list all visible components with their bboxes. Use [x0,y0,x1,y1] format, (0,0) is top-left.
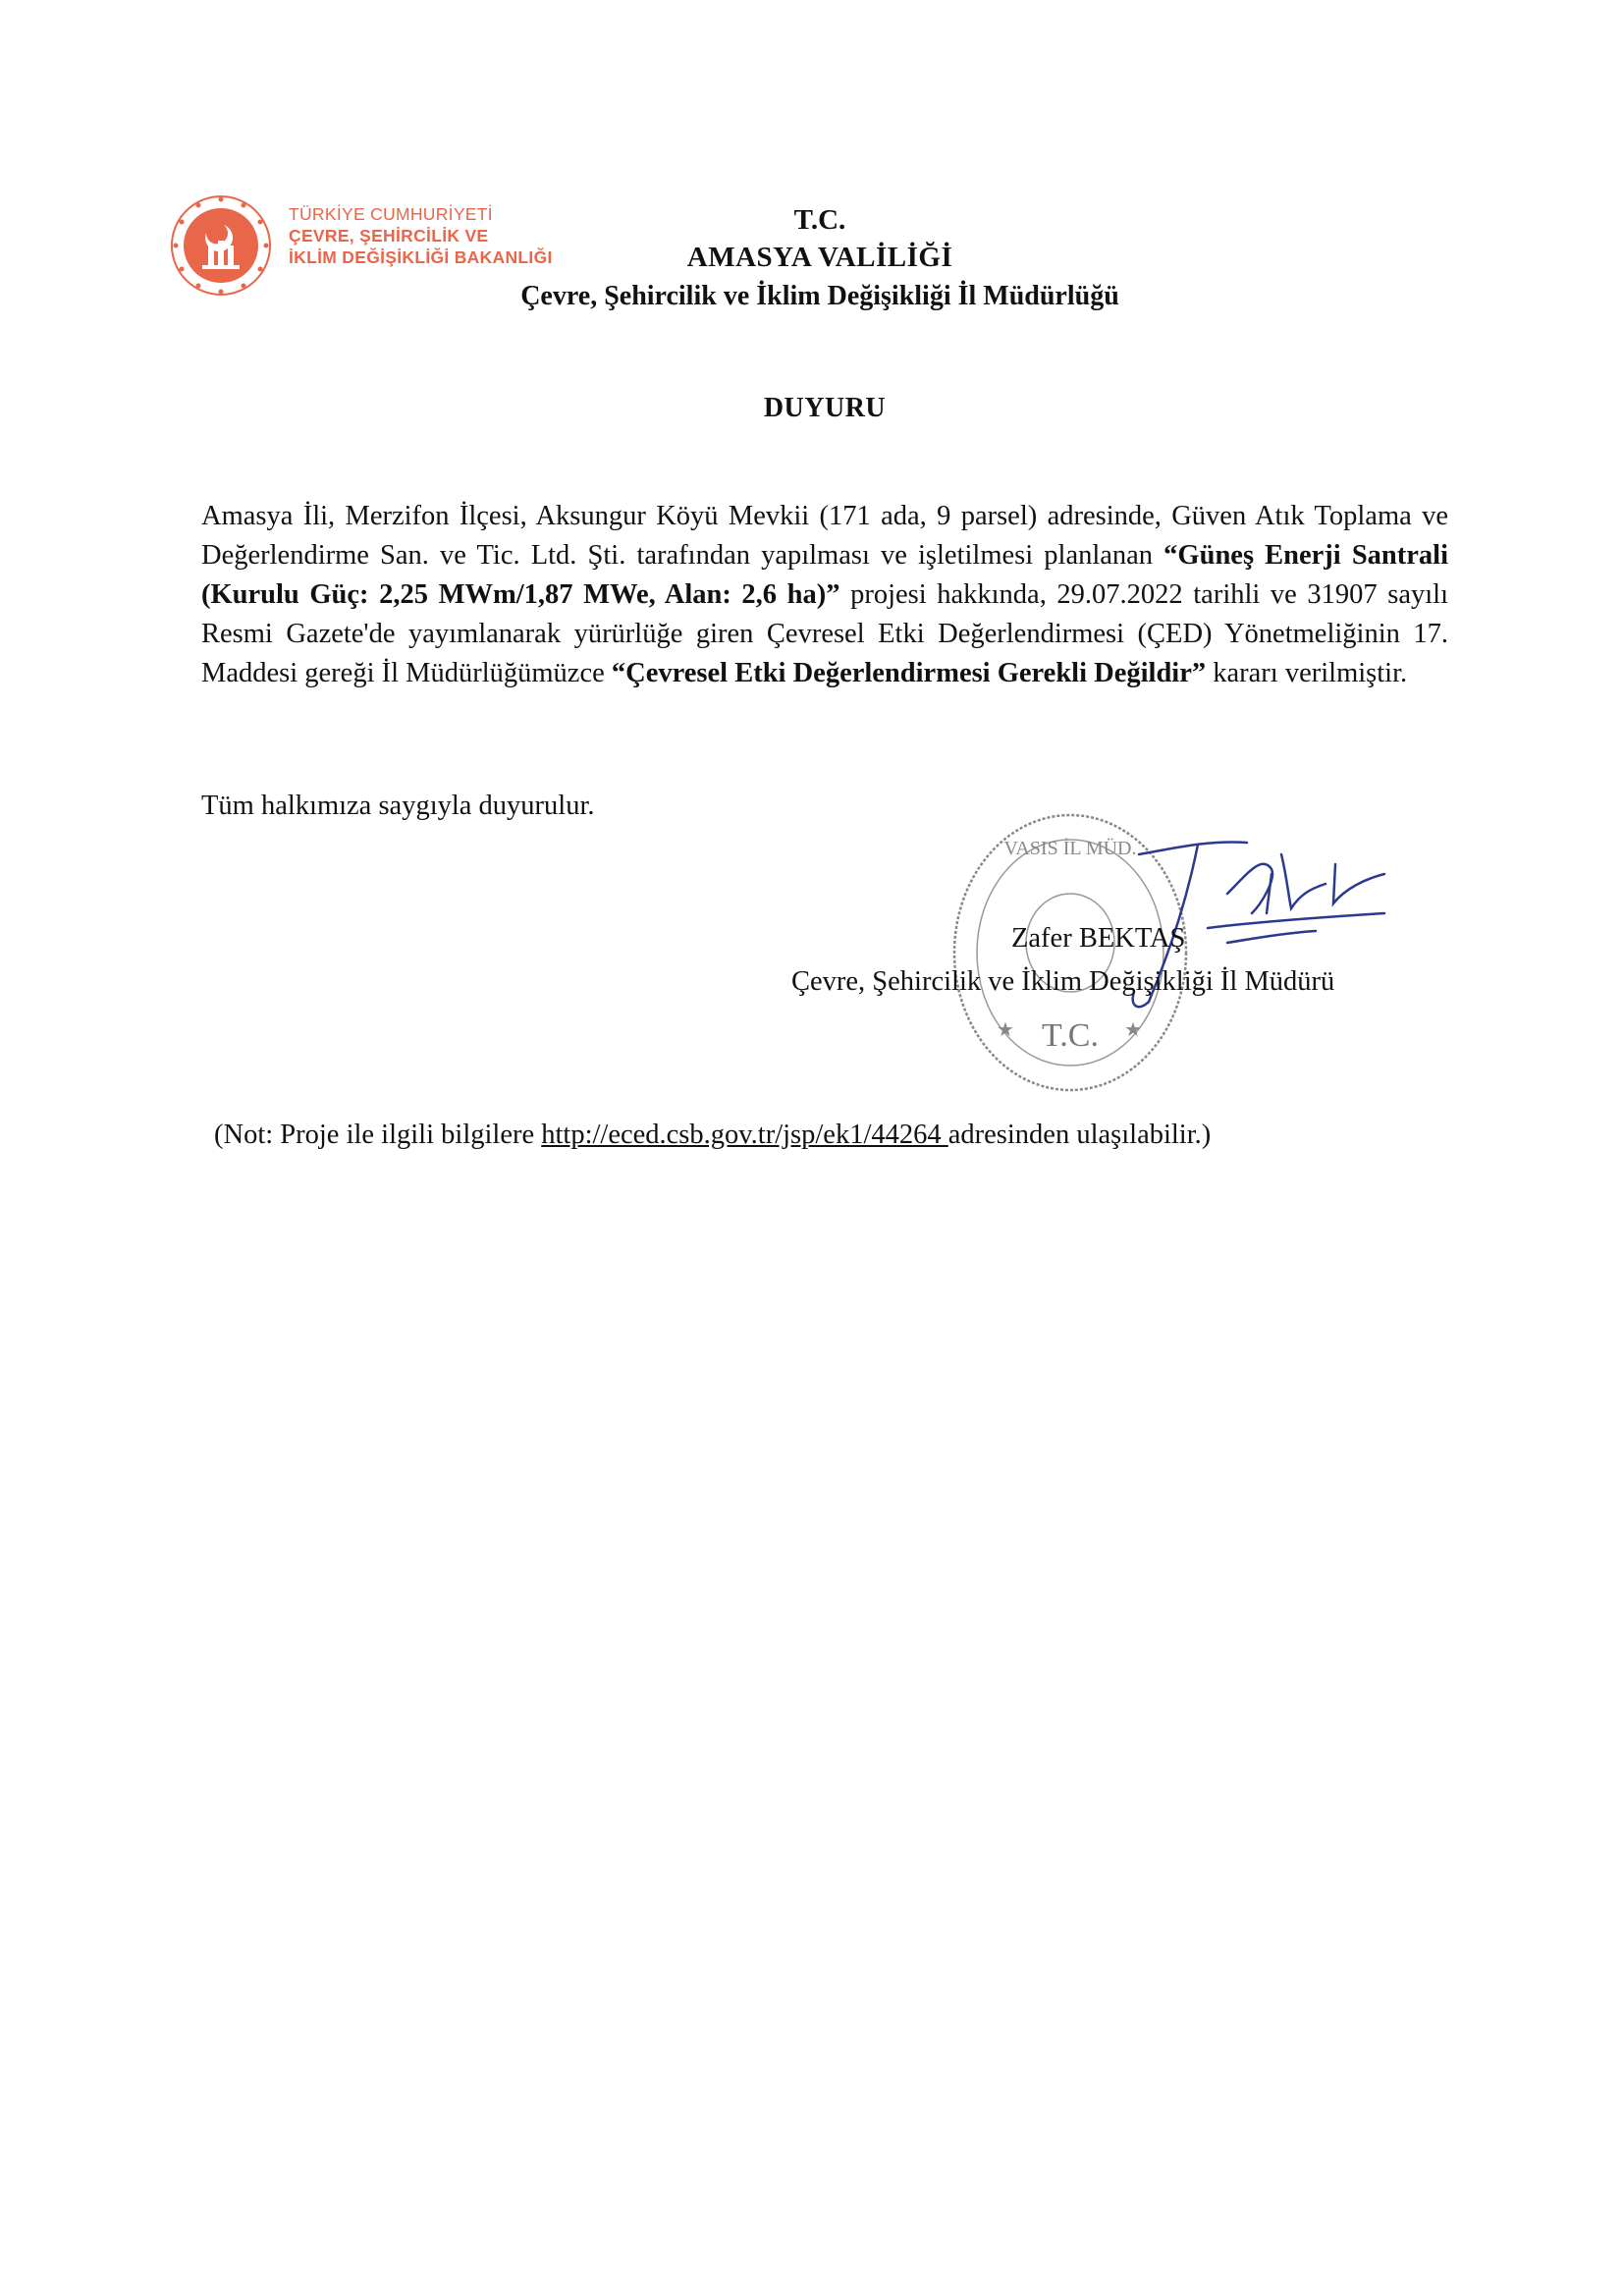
project-name: “Güneş Enerji Santrali (Kurulu Güç: 2,25 MWm/1,87 MWe, Alan: 2,6 ha)” [201,540,1448,610]
closing-text: Tüm halkımıza saygıyla duyurulur. [201,791,595,821]
ministry-emblem-icon [167,191,275,300]
header-tc: T.C. [793,204,846,236]
logo-line-1: TÜRKİYE CUMHURİYETİ [289,204,493,224]
body-part-1: Amasya İli, Merzifon İlçesi, Aksungur Köyü Mevkii (171 ada, 9 parsel) adresinde, Güven Atık Toplama ve Değerlendirme San. ve Tic. Ltd. Şti. tarafından yapılması ve işletilmesi planlanan [201,501,1448,571]
decision-text: “Çevresel Etki Değerlendirmesi Gerekli Değildir” [611,658,1207,688]
stamp-top-text: VASIS İL MÜD. [1003,838,1137,859]
header-valilik: AMASYA VALİLİĞİ [686,242,953,273]
stamp-star-icon: ★ [1124,1019,1142,1041]
stamp-bottom-text: T.C. [1042,1017,1099,1054]
stamp-star-icon: ★ [997,1019,1014,1041]
header-directorate: Çevre, Şehircilik ve İklim Değişikliği İl Müdürlüğü [520,281,1119,311]
body-part-3: kararı verilmiştir. [1206,658,1408,688]
signatory-title: Çevre, Şehircilik ve İklim Değişikliği İl Müdürü [791,966,1335,997]
document-title: DUYURU [763,393,887,423]
logo-line-2: ÇEVRE, ŞEHİRCİLİK VE [289,226,489,246]
note-prefix: (Not: Proje ile ilgili bilgilere [214,1120,542,1150]
announcement-body [201,497,1448,693]
body-part-2: projesi hakkında, 29.07.2022 tarihli ve 31907 sayılı Resmi Gazete'de yayımlanarak yürürlüğe giren Çevresel Etki Değerlendirmesi (ÇED) Yönetmeliğinin 17. Maddesi gereği İl Müdürlüğümüzce [201,579,1448,688]
note-suffix: adresinden ulaşılabilir.) [947,1120,1212,1150]
project-info-link[interactable]: http://eced.csb.gov.tr/jsp/ek1/44264 [541,1120,948,1150]
signatory-name: Zafer BEKTAŞ [1011,923,1186,954]
note [214,1120,1211,1151]
logo-line-3: İKLİM DEĞİŞİKLİĞİ BAKANLIĞI [289,247,553,267]
